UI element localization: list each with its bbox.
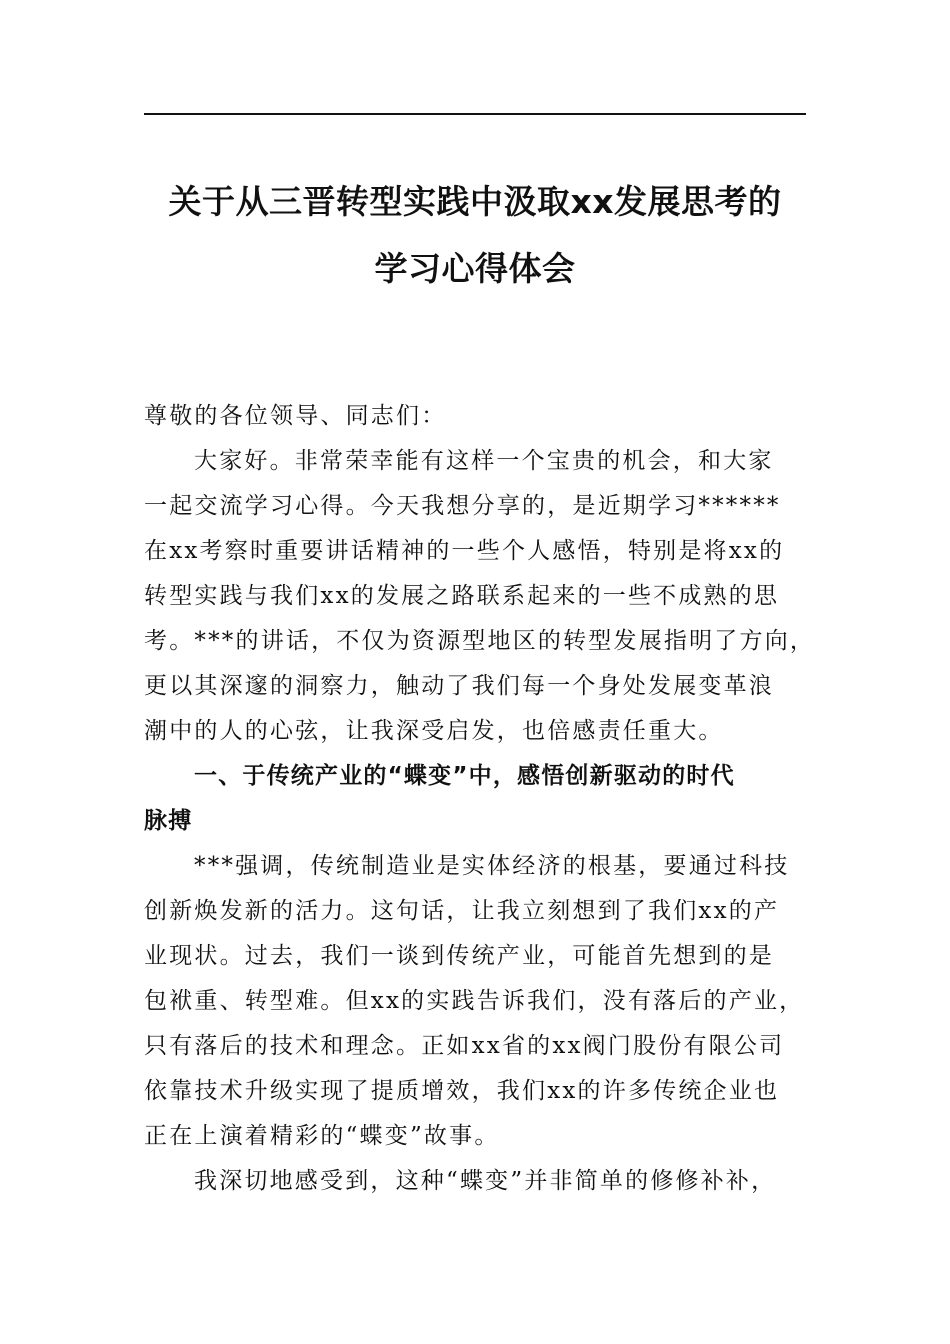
paragraph-line: 大家好。非常荣幸能有这样一个宝贵的机会，和大家 <box>194 448 774 474</box>
paragraph-line: 包袱重、转型难。但xx的实践告诉我们，没有落后的产业， <box>144 988 805 1014</box>
heading-line: 一、于传统产业的“蝶变”中，感悟创新驱动的时代 <box>194 763 735 789</box>
salutation: 尊敬的各位领导、同志们： <box>144 403 447 429</box>
paragraph-line: ***强调，传统制造业是实体经济的根基，要通过科技 <box>194 853 790 879</box>
title-line: 关于从三晋转型实践中汲取xx发展思考的 <box>168 182 782 221</box>
paragraph-line: 业现状。过去，我们一谈到传统产业，可能首先想到的是 <box>144 943 774 969</box>
document-body <box>144 394 824 1204</box>
paragraph-line: 转型实践与我们xx的发展之路联系起来的一些不成熟的思 <box>144 583 780 609</box>
heading-line: 脉搏 <box>144 808 193 834</box>
paragraph-line: 只有落后的技术和理念。正如xx省的xx阀门股份有限公司 <box>144 1033 785 1059</box>
header-rule <box>144 113 806 115</box>
paragraph-line: 创新焕发新的活力。这句话，让我立刻想到了我们xx的产 <box>144 898 780 924</box>
paragraph-line: 更以其深邃的洞察力，触动了我们每一个身处发展变革浪 <box>144 673 774 699</box>
document-title <box>144 168 806 302</box>
paragraph <box>144 844 824 1159</box>
section-heading <box>144 754 824 844</box>
paragraph-line: 依靠技术升级实现了提质增效，我们xx的许多传统企业也 <box>144 1078 780 1104</box>
paragraph-line: 在xx考察时重要讲话精神的一些个人感悟，特别是将xx的 <box>144 538 785 564</box>
paragraph-line: 正在上演着精彩的“蝶变”故事。 <box>144 1123 500 1149</box>
paragraph-line: 一起交流学习心得。今天我想分享的，是近期学习****** <box>144 493 781 519</box>
paragraph <box>144 439 824 754</box>
paragraph-line: 潮中的人的心弦，让我深受启发，也倍感责任重大。 <box>144 718 724 744</box>
paragraph <box>144 1159 824 1204</box>
title-line: 学习心得体会 <box>374 249 576 288</box>
paragraph-line: 考。***的讲话，不仅为资源型地区的转型发展指明了方向， <box>144 628 816 654</box>
paragraph-line: 我深切地感受到，这种“蝶变”并非简单的修修补补， <box>194 1168 777 1194</box>
